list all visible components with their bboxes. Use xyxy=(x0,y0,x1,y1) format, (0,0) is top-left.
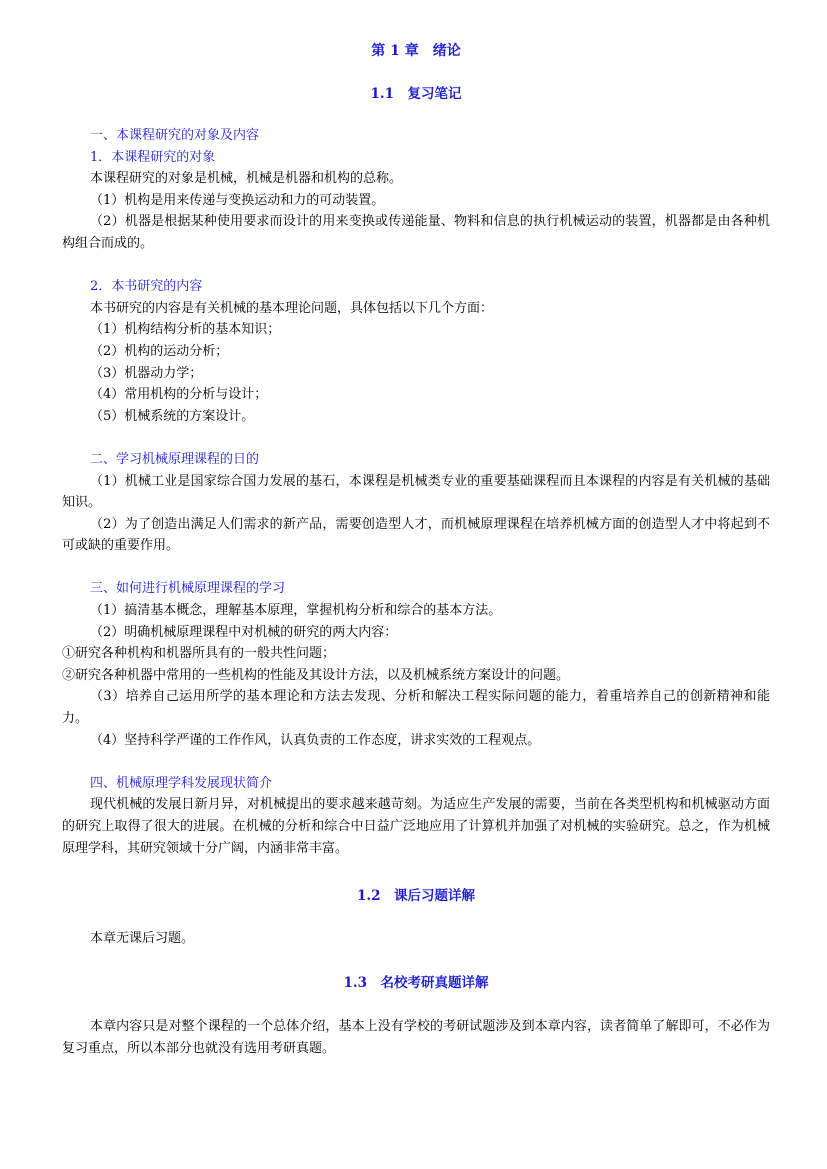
paragraph: ①研究各种机构和机器所具有的一般共性问题； xyxy=(62,646,336,662)
paragraph: 本章无课后习题。 xyxy=(90,931,195,946)
paragraph: 本书研究的内容是有关机械的基本理论问题，具体包括以下几个方面： xyxy=(90,300,494,316)
paragraph: （3）培养自己运用所学的基本理论和方法去发现、分析和解决工程实际问题的能力，着重培养自己的创新精神和能力。 xyxy=(62,689,770,727)
part1-subheading-2: 2．本书研究的内容 xyxy=(90,279,203,295)
part1-heading: 一、本课程研究的对象及内容 xyxy=(90,128,260,143)
paragraph: ②研究各种机器中常用的一些机构的性能及其设计方法，以及机械系统方案设计的问题。 xyxy=(62,667,570,683)
paragraph: （2）为了创造出满足人们需求的新产品，需要创造型人才，而机械原理课程在培养机械方面的创造型人才中将起到不可或缺的重要作用。 xyxy=(62,516,770,554)
part3-heading: 三、如何进行机械原理课程的学习 xyxy=(90,581,286,597)
list-item: （3）机器动力学； xyxy=(90,365,203,381)
paragraph: （1）机构是用来传递与变换运动和力的可动装置。 xyxy=(90,192,385,208)
chapter-title: 第 1 章 绪论 xyxy=(371,43,461,59)
paragraph: 本课程研究的对象是机械，机械是机器和机构的总称。 xyxy=(90,171,403,187)
section-title-1-3: 1.3 名校考研真题详解 xyxy=(343,975,489,991)
paragraph: （1）机械工业是国家综合国力发展的基石，本课程是机械类专业的重要基础课程而且本课程的内容是有关机械的基础知识。 xyxy=(62,473,770,511)
part1-subheading-1: 1．本课程研究的对象 xyxy=(90,149,216,165)
list-item: （4）常用机构的分析与设计； xyxy=(90,387,268,403)
paragraph: （2）明确机械原理课程中对机械的研究的两大内容： xyxy=(90,624,398,640)
paragraph: 本章内容只是对整个课程的一个总体介绍，基本上没有学校的考研试题涉及到本章内容，读者简单了解即可，不必作为复习重点，所以本部分也就没有选用考研真题。 xyxy=(62,1019,770,1056)
section-1-3-body xyxy=(62,1016,770,1059)
part4-heading: 四、机械原理学科发展现状简介 xyxy=(90,775,273,791)
section-title-1-2: 1.2 课后习题详解 xyxy=(357,888,475,904)
paragraph: （4）坚持科学严谨的工作作风，认真负责的工作态度，讲求实效的工程观点。 xyxy=(90,732,541,748)
paragraph: 现代机械的发展日新月异，对机械提出的要求越来越苛刻。为适应生产发展的需要，当前在各类型机构和机械驱动方面的研究上取得了很大的进展。在机械的分析和综合中日益广泛地应用了计算机并加强了对机械的实验研究。总之，作为机械原理学科，其研究领域十分广阔，内涵非常丰富。 xyxy=(62,797,770,856)
paragraph: （1）搞清基本概念，理解基本原理，掌握机构分析和综合的基本方法。 xyxy=(90,603,502,619)
section-title-1-1: 1.1 复习笔记 xyxy=(370,86,462,102)
list-item: （5）机械系统的方案设计。 xyxy=(90,408,255,424)
part2-heading: 二、学习机械原理课程的日的 xyxy=(90,451,260,467)
paragraph: （2）机器是根据某种使用要求而设计的用来变换或传递能量、物料和信息的执行机械运动的装置，机器都是由各种机构组合而成的。 xyxy=(62,214,770,251)
list-item: （1）机构结构分析的基本知识； xyxy=(90,322,281,338)
list-item: （2）机构的运动分析； xyxy=(90,343,229,359)
review-notes-body xyxy=(62,125,770,859)
section-1-2-body xyxy=(62,928,770,950)
